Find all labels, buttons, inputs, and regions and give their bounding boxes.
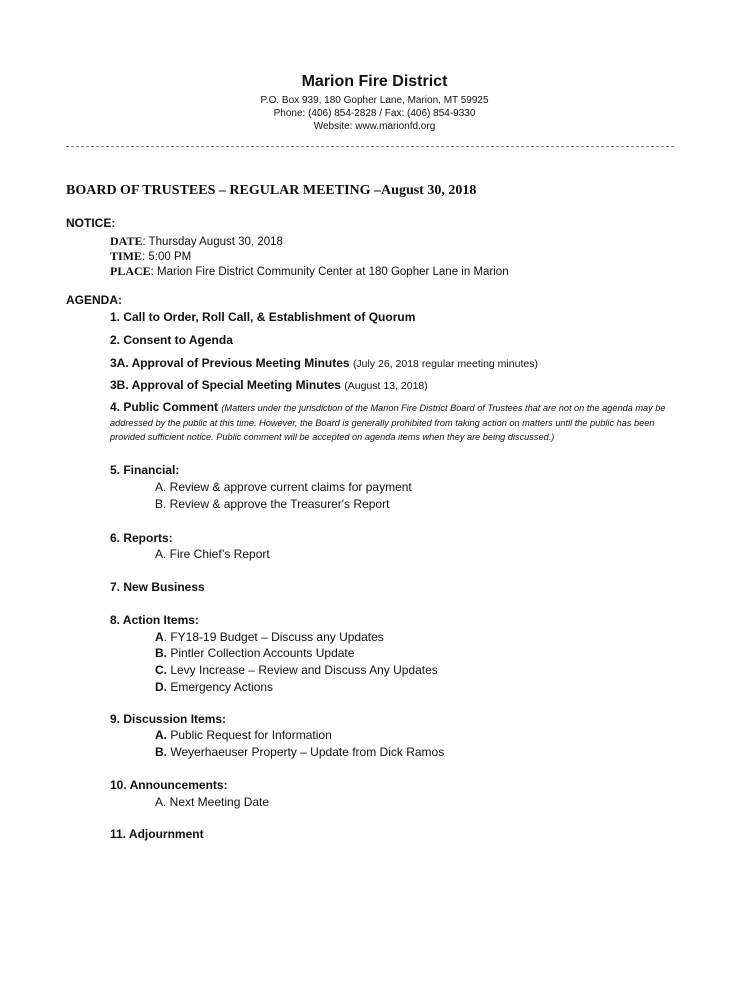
date-label: DATE <box>110 234 143 248</box>
item-4-title: 4. Public Comment <box>110 400 219 414</box>
agenda-item-7: 7. New Business <box>110 580 205 594</box>
notice-heading: NOTICE: <box>66 216 116 230</box>
agenda-item-3b <box>110 378 428 392</box>
item-9-b-letter: B. <box>155 745 167 759</box>
item-5-a: A. Review & approve current claims for payment <box>155 480 412 494</box>
date-value: : Thursday August 30, 2018 <box>142 236 283 248</box>
agenda-heading: AGENDA: <box>66 293 122 307</box>
place-value: : Marion Fire District Community Center at 180 Gopher Lane in Marion <box>150 266 509 278</box>
time-value: : 5:00 PM <box>142 251 192 263</box>
item-8-d-letter: D. <box>155 680 167 694</box>
place-label: PLACE <box>110 264 151 278</box>
item-9-a-text: Public Request for Information <box>167 728 332 742</box>
item-8-a-letter: A <box>155 630 164 644</box>
item-4-text: (Matters under the jurisdiction of the Marion Fire District Board of Trustees that are not on the agenda may be addressed by the public at this time. However, the Board is generally prohibited from taking action on matters until the public has been provided sufficient notice. Public comment will be accepted on agenda items when they are being discussed.) <box>110 403 666 442</box>
item-8-c-letter: C. <box>155 663 167 677</box>
item-9-a-letter: A. <box>155 728 167 742</box>
item-9-b-text: Weyerhaeuser Property – Update from Dick Ramos <box>167 745 445 759</box>
agenda-item-5: 5. Financial: <box>110 463 180 477</box>
item-8-b <box>155 646 354 660</box>
time-label: TIME <box>110 249 143 263</box>
meeting-title: BOARD OF TRUSTEES – REGULAR MEETING –August 30, 2018 <box>66 183 477 198</box>
org-website: Website: www.marionfd.org <box>313 121 436 132</box>
item-3a-title: 3A. Approval of Previous Meeting Minutes <box>110 356 350 370</box>
item-6-a: A. Fire Chief’s Report <box>155 547 270 561</box>
item-8-d-text: Emergency Actions <box>167 680 274 694</box>
item-3b-note: (August 13, 2018) <box>344 380 428 392</box>
agenda-item-9: 9. Discussion Items: <box>110 712 227 726</box>
agenda-item-10: 10. Announcements: <box>110 778 228 792</box>
item-8-a-text: . FY18-19 Budget – Discuss any Updates <box>163 630 384 644</box>
item-10-a: A. Next Meeting Date <box>155 795 270 809</box>
item-8-d <box>155 680 273 694</box>
agenda-item-6: 6. Reports: <box>110 531 173 545</box>
org-name: Marion Fire District <box>301 73 448 90</box>
item-5-b: B. Review & approve the Treasurer's Report <box>155 497 390 511</box>
agenda-item-8: 8. Action Items: <box>110 613 199 627</box>
notice-place <box>110 262 509 280</box>
agenda-item-3a <box>110 356 538 370</box>
item-3a-note: (July 26, 2018 regular meeting minutes) <box>352 358 538 370</box>
item-9-a <box>155 728 332 742</box>
org-phone-fax: Phone: (406) 854-2828 / Fax: (406) 854-9330 <box>273 108 476 119</box>
item-8-b-text: Pintler Collection Accounts Update <box>167 646 355 660</box>
item-8-b-letter: B. <box>155 646 167 660</box>
item-9-b <box>155 745 444 759</box>
agenda-item-1: 1. Call to Order, Roll Call, & Establishment of Quorum <box>110 310 416 324</box>
item-8-a <box>155 630 384 644</box>
item-8-c-text: Levy Increase – Review and Discuss Any Updates <box>167 663 438 677</box>
agenda-item-11: 11. Adjournment <box>110 827 204 841</box>
agenda-item-4 <box>110 401 680 445</box>
item-8-c <box>155 663 438 677</box>
item-3b-title: 3B. Approval of Special Meeting Minutes <box>110 378 341 392</box>
org-address: P.O. Box 939, 180 Gopher Lane, Marion, MT 59925 <box>260 95 489 106</box>
agenda-item-2: 2. Consent to Agenda <box>110 333 233 347</box>
header-divider <box>66 146 674 147</box>
